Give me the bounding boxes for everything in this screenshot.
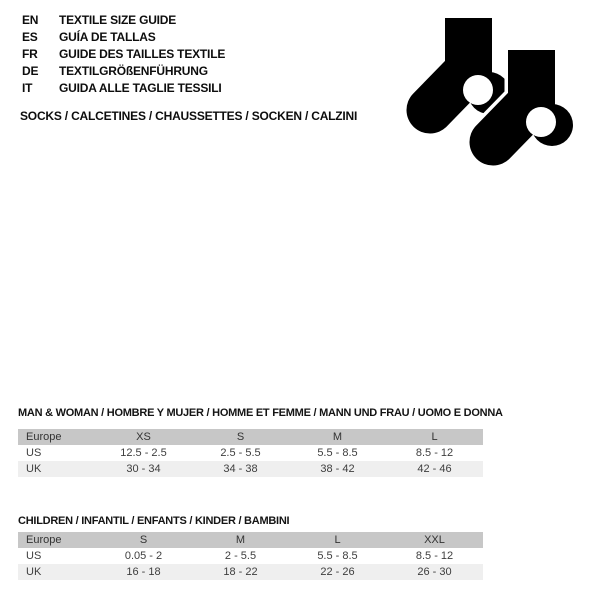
value-cell: 34 - 38 — [223, 463, 258, 475]
value-cell: 2 - 5.5 — [224, 550, 257, 562]
language-list — [22, 12, 225, 97]
table-header-row — [18, 532, 483, 548]
value-cell: 12.5 - 2.5 — [120, 447, 167, 459]
header-cell-region: Europe — [26, 431, 62, 443]
header-cell-size: M — [332, 431, 343, 443]
language-code: ES — [22, 30, 38, 44]
language-code: EN — [22, 13, 39, 27]
value-cell: 22 - 26 — [320, 566, 355, 578]
sock-right — [493, 47, 577, 150]
value-cell: 0.05 - 2 — [124, 550, 163, 562]
table-row-uk — [18, 564, 483, 580]
table-title: MAN & WOMAN / HOMBRE Y MUJER / HOMME ET FEMME / MANN UND FRAU / UOMO E DONNA — [18, 407, 503, 419]
header-cell-size: L — [334, 534, 341, 546]
header-cell-size: M — [235, 534, 246, 546]
value-cell: 18 - 22 — [223, 566, 258, 578]
value-cell: 8.5 - 12 — [415, 447, 454, 459]
value-cell: 2.5 - 5.5 — [220, 447, 261, 459]
language-row — [22, 29, 225, 46]
value-cell: 5.5 - 8.5 — [317, 550, 358, 562]
language-label: TEXTILE SIZE GUIDE — [59, 13, 177, 27]
language-label: GUÍA DE TALLAS — [59, 30, 156, 44]
language-code: IT — [22, 81, 33, 95]
language-label: GUIDA ALLE TAGLIE TESSILI — [59, 81, 222, 95]
header-cell-size: XXL — [424, 534, 445, 546]
header-cell-region: Europe — [26, 534, 62, 546]
row-label-cell: UK — [26, 566, 42, 578]
value-cell: 30 - 34 — [126, 463, 161, 475]
value-cell: 26 - 30 — [417, 566, 452, 578]
row-label-cell: US — [26, 447, 42, 459]
size-table-adults — [18, 406, 503, 477]
table-row-us — [18, 445, 483, 461]
table-row-us — [18, 548, 483, 564]
language-row — [22, 46, 225, 63]
table-title: CHILDREN / INFANTIL / ENFANTS / KINDER / BAMBINI — [18, 515, 290, 527]
table-row-uk — [18, 461, 483, 477]
header-cell-size: XS — [136, 431, 151, 443]
value-cell: 5.5 - 8.5 — [317, 447, 358, 459]
value-cell: 8.5 - 12 — [415, 550, 454, 562]
socks-icon — [400, 10, 580, 175]
table-header-row — [18, 429, 483, 445]
language-code: DE — [22, 64, 39, 78]
language-label: GUIDE DES TAILLES TEXTILE — [59, 47, 226, 61]
language-label: TEXTILGRÖßENFÜHRUNG — [59, 64, 208, 78]
language-row — [22, 63, 225, 80]
category-line: SOCKS / CALCETINES / CHAUSSETTES / SOCKEN / CALZINI — [20, 109, 358, 123]
language-row — [22, 80, 225, 97]
row-label-cell: UK — [26, 463, 42, 475]
header-cell-size: L — [431, 431, 438, 443]
value-cell: 42 - 46 — [417, 463, 452, 475]
value-cell: 38 - 42 — [320, 463, 355, 475]
value-cell: 16 - 18 — [126, 566, 161, 578]
size-table-children — [18, 514, 483, 580]
header-cell-size: S — [236, 431, 245, 443]
language-code: FR — [22, 47, 38, 61]
header-cell-size: S — [139, 534, 148, 546]
row-label-cell: US — [26, 550, 42, 562]
language-row — [22, 12, 225, 29]
